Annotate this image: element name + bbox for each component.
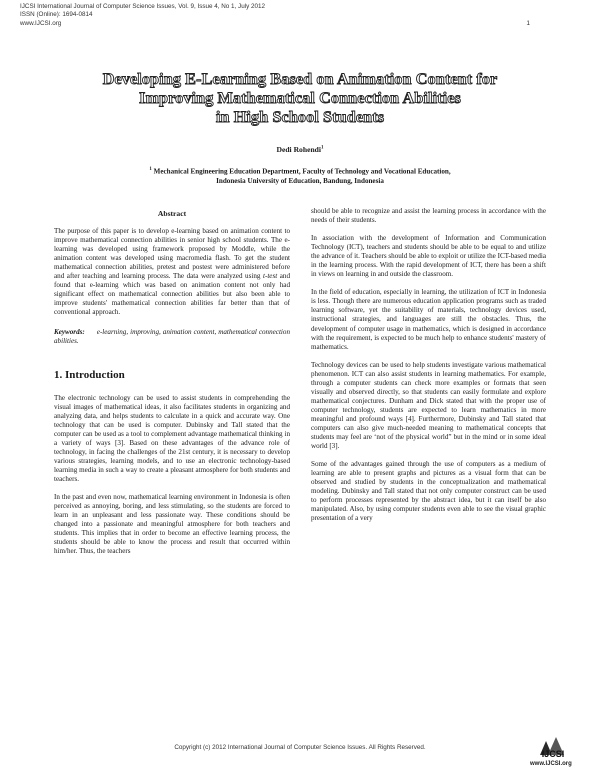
- affiliation: [60, 165, 540, 186]
- affiliation-sup: 1: [149, 167, 152, 172]
- right-paragraph-3: In the field of education, especially in learning, the utilization of ICT in Indonesia is less. Though there are numerous education application programs such as traded learning software, yet the suitability of materials, technology devices used, instructional strategies, and languages are still the obstacles. Thus, the development of computer usage in mathematics, which is designed in accordance with the requirement, is expected to be much help to enhance students' mastery of mathematics.: [311, 288, 546, 351]
- logo-url[interactable]: www.IJCSI.org: [530, 761, 572, 767]
- affiliation-line-1: Mechanical Engineering Education Department, Faculty of Technology and Vocational Education,: [153, 167, 451, 176]
- journal-citation: IJCSI International Journal of Computer Science Issues, Vol. 9, Issue 4, No 1, July 2012: [20, 3, 266, 10]
- right-paragraph-2: In association with the development of Information and Communication Technology (ICT), teachers and students should be able to be equal to and utilize the advance of it. Teachers should be able to exploit or utilize the ICT-based media in the learning process. With the rapid development of ICT, there has been a shift in views on learning in and outside the classroom.: [311, 234, 546, 279]
- right-paragraph-4: Technology devices can be used to help students investigate various mathematical phenomenon. ICT can also assist students in learning mathematics. For example, through a computer students can check more examples or formats that seen visually and observed directly, so that students can easily formulate and explore mathematical conjectures. Dunham and Dick stated that with the proper use of computer technology, students are expected to learn mathematics in more meaningful and profound ways [4]. Furthermore, Dubinsky and Tall stated that computers can also give much-needed meaning to mathematical concepts that students may feel are ‘not of the physical world” but in the mind or in some ideal world [3].: [311, 360, 546, 451]
- author: [0, 145, 600, 154]
- issn-line: ISSN (Online): 1694-0814: [20, 11, 93, 19]
- keywords-label: Keywords:: [54, 327, 85, 336]
- right-paragraph-1: should be able to recognize and assist the learning process in accordance with the needs of their students.: [311, 207, 546, 225]
- right-column: [311, 207, 546, 523]
- intro-paragraph-1: The electronic technology can be used to assist students in comprehending the visual images of mathematical ideas, it also facilitates students in organizing and analyzing data, and helps students to calculate in a quick and accurate way. One technology that can be used is computer. Dubinsky and Tall stated that the computer can be used as a tool to complement advantage mathematical thinking in a variety of ways [3]. Based on these advantages of the advance role of technology, in facing the challenges of the 21st century, it is necessary to develop various strategies, learning models, and to use an electronic technology-based learning media in such a way to create a pleasant atmosphere for both students and teachers.: [54, 393, 290, 484]
- author-name: Dedi Rohendi: [276, 145, 322, 154]
- affiliation-line-2: Indonesia University of Education, Bandung, Indonesia: [216, 176, 384, 185]
- page-number: 1: [526, 20, 530, 27]
- running-header: [20, 3, 265, 28]
- ijcsi-logo: [530, 735, 576, 771]
- paper-title: [40, 70, 560, 127]
- ijcsi-logo-icon: [536, 735, 570, 759]
- copyright-footer: Copyright (c) 2012 International Journal of Computer Science Issues. All Rights Reserved.: [174, 744, 426, 751]
- logo-wordmark: IJCSI: [541, 749, 565, 759]
- title-line-2: Improving Mathematical Connection Abilities: [139, 89, 461, 107]
- abstract-text: The purpose of this paper is to develop e-learning based on animation content to improve mathematical connection abilities in senior high school students. The e-learning was developed using framework proposed by Moddle, while the animation content was developed using macromedia flash. To get the student mathematical connection abilities, pretest and postest were administered before and after teaching and learning process. The data were analyzed using t-test and found that e-learning which was based on animation content not only had significant effect on mathematical connection abilities but also been able to improve students' mathematical connection abilities far better than that of conventional approach.: [54, 227, 290, 317]
- author-sup: 1: [321, 145, 324, 151]
- intro-paragraph-2: In the past and even now, mathematical learning environment in Indonesia is often perceived as annoying, boring, and less stimulating, so the students are forced to learn in an unpleasant and less passionate way. These conditions should be changed into a passionate and meaningful atmosphere for both teachers and students. This implies that in order to become an effective learning process, the students should be able to know the process and result that occurred within him/her. Thus, the teachers: [54, 493, 290, 556]
- title-line-1: Developing E-Learning Based on Animation Content for: [102, 70, 498, 88]
- right-paragraph-5: Some of the advantages gained through the use of computers as a medium of learning are able to present graphs and pictures as a visual form that can be observed and studied by students in the conceptualization and mathematical modeling. Dubinsky and Tall stated that not only computer construct can be used to perform processes represented by the abstract idea, but it can itself be also manipulated. Also, by using computer students even able to see the visual graphic presentation of a very: [311, 460, 546, 523]
- left-column: [54, 209, 290, 556]
- abstract-ttest: t-test: [263, 272, 278, 281]
- website-link[interactable]: www.IJCSI.org: [20, 19, 62, 27]
- title-line-3: in High School Students: [215, 108, 385, 126]
- abstract-heading: Abstract: [157, 209, 187, 218]
- keywords: [54, 328, 290, 346]
- keywords-text: e-learning, improving, animation content, mathematical connection abilities.: [54, 327, 290, 345]
- introduction-heading: 1. Introduction: [54, 368, 125, 381]
